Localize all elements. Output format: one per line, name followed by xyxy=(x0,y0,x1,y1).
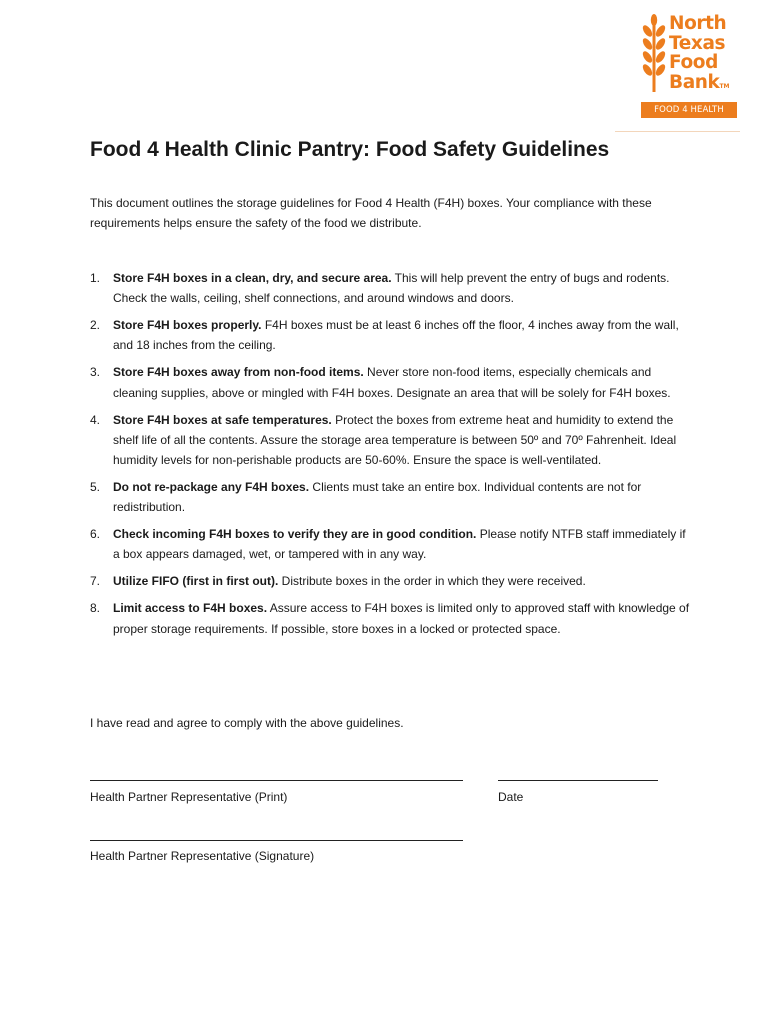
guideline-number: 6. xyxy=(90,527,101,542)
guideline-text: F4H boxes must be at least 6 inches off the floor, 4 inches away from the wall, and 18 inches from the ceiling. xyxy=(113,318,679,353)
guideline-number: 7. xyxy=(90,574,101,589)
guideline-item xyxy=(90,362,690,402)
logo-word: North xyxy=(669,13,727,34)
guideline-text: Never store non-food items, especially chemicals and cleaning supplies, above or mingled with F4H boxes. Designate an area that will be solely for F4H boxes. xyxy=(113,365,671,400)
logo-word: Texas xyxy=(669,32,726,54)
page-title: Food 4 Health Clinic Pantry: Food Safety Guidelines xyxy=(90,138,610,161)
wheat-icon xyxy=(639,14,669,92)
guideline-text: Distribute boxes in the order in which they were received. xyxy=(278,574,586,589)
logo-word: Food xyxy=(669,52,718,73)
print-name-line[interactable] xyxy=(90,780,463,781)
north-texas-food-bank-logo xyxy=(615,12,740,134)
guideline-heading: Store F4H boxes at safe temperatures. xyxy=(113,412,332,427)
date-line[interactable] xyxy=(498,780,658,781)
trademark-mark: TM xyxy=(719,82,730,90)
guideline-number: 5. xyxy=(90,480,101,495)
print-name-label: Health Partner Representative (Print) xyxy=(90,790,288,804)
guideline-text: Assure access to F4H boxes is limited only to approved staff with knowledge of proper storage requirements. If possible, store boxes in a locked or protected space. xyxy=(113,601,690,636)
guideline-number: 1. xyxy=(90,271,101,285)
guideline-item xyxy=(90,315,690,355)
guideline-heading: Check incoming F4H boxes to verify they are in good condition. xyxy=(113,527,477,542)
guideline-item xyxy=(90,571,690,591)
guideline-heading: Store F4H boxes away from non-food items. xyxy=(113,365,364,380)
guideline-text: Protect the boxes from extreme heat and humidity to extend the shelf life of all the contents. Assure the storage area temperature is between 50º and 70º Fahrenheit. Ideal humidity levels for non-perishable products are 50-60%. Ensure the space is well-ventilated. xyxy=(113,412,677,468)
guideline-heading: Limit access to F4H boxes. xyxy=(113,601,268,616)
guideline-item xyxy=(90,410,690,471)
guideline-heading: Utilize FIFO (first in first out). xyxy=(113,574,279,589)
signature-line[interactable] xyxy=(90,840,463,841)
date-label: Date xyxy=(498,790,524,804)
guideline-text: Clients must take an entire box. Individual contents are not for redistribution. xyxy=(113,480,642,515)
intro-paragraph: This document outlines the storage guidelines for Food 4 Health (F4H) boxes. Your compliance with these requirements helps ensure the safety of the food we distribute. xyxy=(90,196,652,230)
guideline-item xyxy=(90,524,690,564)
guideline-item xyxy=(90,477,690,517)
guideline-number: 4. xyxy=(90,412,101,427)
guideline-text: Please notify NTFB staff immediately if a box appears damaged, wet, or tampered with in any way. xyxy=(113,527,686,562)
guideline-item xyxy=(90,268,690,308)
signature-label: Health Partner Representative (Signature) xyxy=(90,849,315,863)
guideline-number: 3. xyxy=(90,365,101,380)
logo-divider xyxy=(615,131,740,132)
guideline-heading: Store F4H boxes properly. xyxy=(113,318,262,333)
guideline-number: 8. xyxy=(90,601,101,616)
guideline-text: This will help prevent the entry of bugs and rodents. Check the walls, ceiling, shelf connections, and around windows and doors. xyxy=(113,271,670,306)
guideline-heading: Do not re-package any F4H boxes. xyxy=(113,480,310,495)
logo-wordmark xyxy=(669,14,730,96)
guideline-item xyxy=(90,598,690,638)
guideline-heading: Store F4H boxes in a clean, dry, and secure area. xyxy=(113,271,392,285)
food-4-health-badge: FOOD 4 HEALTH xyxy=(641,102,737,118)
guidelines-list xyxy=(90,268,690,646)
guideline-number: 2. xyxy=(90,318,101,333)
agreement-statement: I have read and agree to comply with the above guidelines. xyxy=(90,716,404,730)
logo-word: Bank xyxy=(669,71,720,93)
